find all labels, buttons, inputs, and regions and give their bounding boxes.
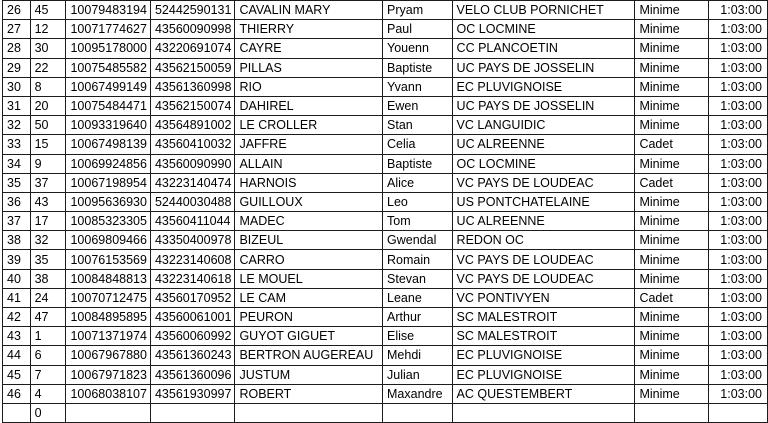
cell-category[interactable]: Minime [635, 269, 709, 288]
cell-bib[interactable]: 15 [30, 135, 66, 154]
table-body [3, 1, 768, 423]
cell-time[interactable]: 1:03:00 [709, 250, 768, 269]
cell-license-id[interactable]: 43223140608 [150, 250, 234, 269]
cell-last-name[interactable]: CAVALIN MARY [235, 1, 383, 20]
table-row [3, 403, 768, 422]
cell-license-id[interactable] [150, 403, 234, 422]
cell-time[interactable]: 1:03:00 [709, 308, 768, 327]
cell-club[interactable]: EC PLUVIGNOISE [452, 365, 635, 384]
cell-uci-id[interactable]: 10067498139 [66, 135, 150, 154]
cell-club[interactable]: OC LOCMINE [452, 20, 635, 39]
cell-license-id[interactable]: 52442590131 [150, 1, 234, 20]
cell-last-name[interactable]: LE CROLLER [235, 116, 383, 135]
cell-bib[interactable]: 43 [30, 192, 66, 211]
cell-club[interactable]: US PONTCHATELAINE [452, 192, 635, 211]
cell-first-name[interactable]: Baptiste [383, 154, 453, 173]
cell-time[interactable]: 1:03:00 [709, 135, 768, 154]
cell-time[interactable]: 1:03:00 [709, 154, 768, 173]
cell-first-name[interactable]: Mehdi [383, 346, 453, 365]
cell-first-name[interactable]: Arthur [383, 308, 453, 327]
cell-first-name[interactable]: Paul [383, 20, 453, 39]
cell-rank[interactable]: 27 [3, 20, 31, 39]
cell-uci-id[interactable]: 10068038107 [66, 384, 150, 403]
table-row [3, 231, 768, 250]
cell-time[interactable]: 1:03:00 [709, 39, 768, 58]
cell-uci-id[interactable]: 10095178000 [66, 39, 150, 58]
table-row [3, 1, 768, 20]
cell-uci-id[interactable]: 10084895895 [66, 308, 150, 327]
cell-rank[interactable]: 39 [3, 250, 31, 269]
cell-category[interactable]: Minime [635, 365, 709, 384]
cell-time[interactable]: 1:03:00 [709, 212, 768, 231]
cell-time[interactable]: 1:03:00 [709, 77, 768, 96]
cell-category[interactable]: Minime [635, 20, 709, 39]
cell-bib[interactable]: 47 [30, 308, 66, 327]
cell-time[interactable]: 1:03:00 [709, 327, 768, 346]
cell-rank[interactable]: 38 [3, 231, 31, 250]
cell-license-id[interactable]: 43561930997 [150, 384, 234, 403]
cell-uci-id[interactable]: 10067499149 [66, 77, 150, 96]
cell-bib[interactable]: 1 [30, 327, 66, 346]
cell-time[interactable]: 1:03:00 [709, 365, 768, 384]
cell-uci-id[interactable]: 10071774627 [66, 20, 150, 39]
cell-uci-id[interactable]: 10067971823 [66, 365, 150, 384]
cell-uci-id[interactable] [66, 403, 150, 422]
cell-rank[interactable]: 32 [3, 116, 31, 135]
cell-last-name[interactable]: DAHIREL [235, 96, 383, 115]
cell-first-name[interactable]: Romain [383, 250, 453, 269]
cell-club[interactable]: UC ALREENNE [452, 135, 635, 154]
cell-bib[interactable]: 17 [30, 212, 66, 231]
cell-rank[interactable]: 34 [3, 154, 31, 173]
cell-first-name[interactable]: Tom [383, 212, 453, 231]
cell-license-id[interactable]: 43350400978 [150, 231, 234, 250]
cell-license-id[interactable]: 43562150059 [150, 58, 234, 77]
cell-time[interactable]: 1:03:00 [709, 20, 768, 39]
table-row [3, 135, 768, 154]
cell-first-name[interactable]: Stevan [383, 269, 453, 288]
cell-rank[interactable]: 37 [3, 212, 31, 231]
cell-license-id[interactable]: 43560060992 [150, 327, 234, 346]
cell-first-name[interactable]: Pryam [383, 1, 453, 20]
cell-rank[interactable]: 44 [3, 346, 31, 365]
cell-rank[interactable]: 36 [3, 192, 31, 211]
cell-club[interactable] [452, 403, 635, 422]
cell-bib[interactable]: 50 [30, 116, 66, 135]
cell-uci-id[interactable]: 10067198954 [66, 173, 150, 192]
cell-last-name[interactable]: ROBERT [235, 384, 383, 403]
cell-first-name[interactable]: Youenn [383, 39, 453, 58]
cell-license-id[interactable]: 52440030488 [150, 192, 234, 211]
cell-last-name[interactable]: THIERRY [235, 20, 383, 39]
cell-rank[interactable]: 31 [3, 96, 31, 115]
cell-first-name[interactable]: Yvann [383, 77, 453, 96]
table-row [3, 308, 768, 327]
cell-time[interactable]: 1:03:00 [709, 231, 768, 250]
cell-rank[interactable] [3, 403, 31, 422]
table-row [3, 39, 768, 58]
cell-club[interactable]: OC LOCMINE [452, 154, 635, 173]
table-row [3, 96, 768, 115]
cell-time[interactable]: 1:03:00 [709, 96, 768, 115]
table-row [3, 212, 768, 231]
cell-license-id[interactable]: 43561360243 [150, 346, 234, 365]
cell-rank[interactable]: 29 [3, 58, 31, 77]
cell-license-id[interactable]: 43561360998 [150, 77, 234, 96]
cell-rank[interactable]: 28 [3, 39, 31, 58]
table-row [3, 346, 768, 365]
cell-rank[interactable]: 45 [3, 365, 31, 384]
cell-last-name[interactable]: LE CAM [235, 288, 383, 307]
cell-first-name[interactable]: Maxandre [383, 384, 453, 403]
cell-license-id[interactable]: 43223140618 [150, 269, 234, 288]
cell-bib[interactable]: 20 [30, 96, 66, 115]
table-row [3, 288, 768, 307]
cell-category[interactable]: Minime [635, 327, 709, 346]
cell-uci-id[interactable]: 10076153569 [66, 250, 150, 269]
cell-category[interactable]: Cadet [635, 288, 709, 307]
cell-category[interactable]: Cadet [635, 173, 709, 192]
cell-time[interactable]: 1:03:00 [709, 384, 768, 403]
cell-time[interactable]: 1:03:00 [709, 288, 768, 307]
race-results-table [2, 0, 768, 423]
cell-category[interactable]: Minime [635, 58, 709, 77]
cell-bib[interactable]: 38 [30, 269, 66, 288]
cell-uci-id[interactable]: 10075484471 [66, 96, 150, 115]
cell-category[interactable]: Minime [635, 77, 709, 96]
cell-bib[interactable]: 7 [30, 365, 66, 384]
cell-last-name[interactable]: LE MOUEL [235, 269, 383, 288]
table-row [3, 192, 768, 211]
cell-bib[interactable]: 35 [30, 250, 66, 269]
cell-rank[interactable]: 35 [3, 173, 31, 192]
cell-category[interactable]: Minime [635, 192, 709, 211]
cell-club[interactable]: REDON OC [452, 231, 635, 250]
cell-first-name[interactable]: Elise [383, 327, 453, 346]
cell-uci-id[interactable]: 10070712475 [66, 288, 150, 307]
cell-rank[interactable]: 46 [3, 384, 31, 403]
cell-last-name[interactable]: CARRO [235, 250, 383, 269]
cell-license-id[interactable]: 43560061001 [150, 308, 234, 327]
cell-first-name[interactable]: Leane [383, 288, 453, 307]
cell-last-name[interactable] [235, 403, 383, 422]
table-row [3, 384, 768, 403]
cell-club[interactable]: UC PAYS DE JOSSELIN [452, 96, 635, 115]
cell-first-name[interactable]: Leo [383, 192, 453, 211]
cell-club[interactable]: EC PLUVIGNOISE [452, 346, 635, 365]
cell-uci-id[interactable]: 10085323305 [66, 212, 150, 231]
cell-last-name[interactable]: BIZEUL [235, 231, 383, 250]
cell-club[interactable]: AC QUESTEMBERT [452, 384, 635, 403]
table-row [3, 173, 768, 192]
cell-time[interactable]: 1:03:00 [709, 173, 768, 192]
cell-time[interactable]: 1:03:00 [709, 269, 768, 288]
cell-rank[interactable]: 40 [3, 269, 31, 288]
cell-bib[interactable]: 30 [30, 39, 66, 58]
cell-club[interactable]: CC PLANCOETIN [452, 39, 635, 58]
cell-uci-id[interactable]: 10095636930 [66, 192, 150, 211]
cell-bib[interactable]: 45 [30, 1, 66, 20]
cell-bib[interactable]: 9 [30, 154, 66, 173]
cell-rank[interactable]: 42 [3, 308, 31, 327]
cell-bib[interactable]: 12 [30, 20, 66, 39]
cell-license-id[interactable]: 43564891002 [150, 116, 234, 135]
cell-category[interactable]: Minime [635, 250, 709, 269]
cell-uci-id[interactable]: 10093319640 [66, 116, 150, 135]
cell-category[interactable]: Minime [635, 308, 709, 327]
cell-license-id[interactable]: 43220691074 [150, 39, 234, 58]
cell-first-name[interactable]: Stan [383, 116, 453, 135]
table-row [3, 58, 768, 77]
cell-last-name[interactable]: JAFFRE [235, 135, 383, 154]
table-row [3, 20, 768, 39]
cell-bib[interactable]: 22 [30, 58, 66, 77]
cell-first-name[interactable]: Celia [383, 135, 453, 154]
cell-club[interactable]: VC PAYS DE LOUDEAC [452, 269, 635, 288]
cell-first-name[interactable]: Ewen [383, 96, 453, 115]
cell-bib[interactable]: 8 [30, 77, 66, 96]
cell-category[interactable]: Minime [635, 116, 709, 135]
cell-category[interactable]: Minime [635, 39, 709, 58]
cell-category[interactable]: Minime [635, 212, 709, 231]
table-row [3, 250, 768, 269]
spreadsheet-area [2, 0, 768, 423]
cell-license-id[interactable]: 43560170952 [150, 288, 234, 307]
cell-category[interactable]: Minime [635, 346, 709, 365]
cell-license-id[interactable]: 43223140474 [150, 173, 234, 192]
cell-club[interactable]: VELO CLUB PORNICHET [452, 1, 635, 20]
cell-uci-id[interactable]: 10069809466 [66, 231, 150, 250]
cell-license-id[interactable]: 43560090998 [150, 20, 234, 39]
cell-category[interactable]: Minime [635, 231, 709, 250]
cell-last-name[interactable]: ALLAIN [235, 154, 383, 173]
cell-last-name[interactable]: RIO [235, 77, 383, 96]
cell-rank[interactable]: 41 [3, 288, 31, 307]
cell-license-id[interactable]: 43560090990 [150, 154, 234, 173]
table-row [3, 116, 768, 135]
cell-bib[interactable]: 6 [30, 346, 66, 365]
cell-club[interactable]: VC PONTIVYEN [452, 288, 635, 307]
cell-club[interactable]: EC PLUVIGNOISE [452, 77, 635, 96]
cell-uci-id[interactable]: 10084848813 [66, 269, 150, 288]
cell-club[interactable]: UC ALREENNE [452, 212, 635, 231]
cell-license-id[interactable]: 43560410032 [150, 135, 234, 154]
cell-rank[interactable]: 33 [3, 135, 31, 154]
table-row [3, 327, 768, 346]
cell-time[interactable]: 1:03:00 [709, 1, 768, 20]
cell-club[interactable]: VC PAYS DE LOUDEAC [452, 250, 635, 269]
table-row [3, 269, 768, 288]
cell-category[interactable]: Minime [635, 384, 709, 403]
cell-time[interactable]: 1:03:00 [709, 116, 768, 135]
cell-last-name[interactable]: HARNOIS [235, 173, 383, 192]
cell-club[interactable]: SC MALESTROIT [452, 308, 635, 327]
cell-club[interactable]: UC PAYS DE JOSSELIN [452, 58, 635, 77]
cell-uci-id[interactable]: 10071371974 [66, 327, 150, 346]
cell-uci-id[interactable]: 10067967880 [66, 346, 150, 365]
cell-category[interactable]: Minime [635, 96, 709, 115]
cell-last-name[interactable]: JUSTUM [235, 365, 383, 384]
cell-category[interactable] [635, 403, 709, 422]
table-row [3, 154, 768, 173]
cell-last-name[interactable]: BERTRON AUGEREAU [235, 346, 383, 365]
cell-bib[interactable]: 37 [30, 173, 66, 192]
cell-first-name[interactable]: Gwendal [383, 231, 453, 250]
cell-bib[interactable]: 4 [30, 384, 66, 403]
cell-last-name[interactable]: GUYOT GIGUET [235, 327, 383, 346]
cell-uci-id[interactable]: 10075485582 [66, 58, 150, 77]
cell-club[interactable]: SC MALESTROIT [452, 327, 635, 346]
cell-rank[interactable]: 26 [3, 1, 31, 20]
cell-time[interactable]: 1:03:00 [709, 192, 768, 211]
cell-time[interactable] [709, 403, 768, 422]
cell-first-name[interactable] [383, 403, 453, 422]
cell-license-id[interactable]: 43561360096 [150, 365, 234, 384]
cell-bib[interactable]: 32 [30, 231, 66, 250]
cell-category[interactable]: Minime [635, 154, 709, 173]
cell-license-id[interactable]: 43560411044 [150, 212, 234, 231]
cell-last-name[interactable]: PEURON [235, 308, 383, 327]
cell-category[interactable]: Cadet [635, 135, 709, 154]
cell-last-name[interactable]: MADEC [235, 212, 383, 231]
cell-first-name[interactable]: Julian [383, 365, 453, 384]
cell-last-name[interactable]: PILLAS [235, 58, 383, 77]
cell-first-name[interactable]: Baptiste [383, 58, 453, 77]
table-row [3, 77, 768, 96]
cell-rank[interactable]: 43 [3, 327, 31, 346]
cell-club[interactable]: VC PAYS DE LOUDEAC [452, 173, 635, 192]
cell-last-name[interactable]: GUILLOUX [235, 192, 383, 211]
cell-license-id[interactable]: 43562150074 [150, 96, 234, 115]
cell-first-name[interactable]: Alice [383, 173, 453, 192]
cell-uci-id[interactable]: 10069924856 [66, 154, 150, 173]
cell-last-name[interactable]: CAYRE [235, 39, 383, 58]
cell-time[interactable]: 1:03:00 [709, 346, 768, 365]
cell-bib[interactable]: 0 [30, 403, 66, 422]
cell-club[interactable]: VC LANGUIDIC [452, 116, 635, 135]
table-row [3, 365, 768, 384]
cell-time[interactable]: 1:03:00 [709, 58, 768, 77]
cell-rank[interactable]: 30 [3, 77, 31, 96]
cell-category[interactable]: Minime [635, 1, 709, 20]
cell-uci-id[interactable]: 10079483194 [66, 1, 150, 20]
cell-bib[interactable]: 24 [30, 288, 66, 307]
